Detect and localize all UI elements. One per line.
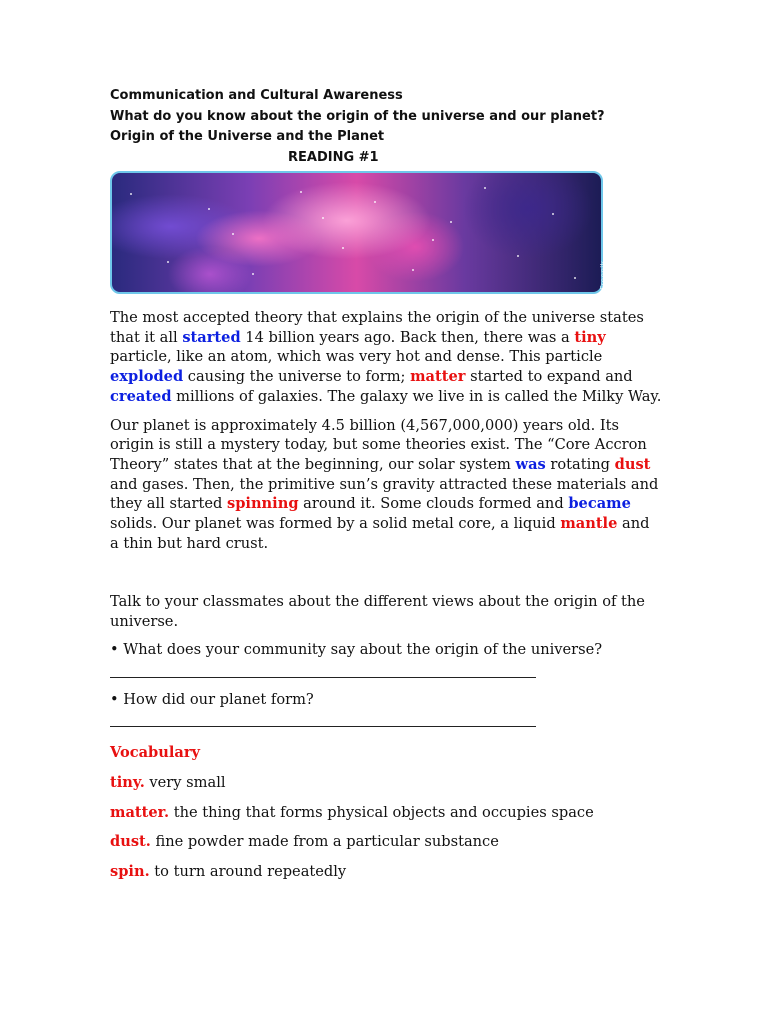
vocab-term: dust.: [110, 833, 151, 851]
vocab-item-matter: [110, 803, 662, 823]
worksheet-page: [110, 86, 662, 882]
highlight-verb: exploded: [110, 368, 184, 386]
reading-number: READING #1: [288, 149, 379, 165]
vocab-definition: very small: [144, 773, 226, 791]
galaxy-banner-image: [110, 171, 608, 294]
reading-paragraph-2: Our planet is approximately 4.5 billion (4,567,000,000) years old. Its origin is still a mystery today, but some theories exist. The “Core Accron Theory” states that at the beginning, our solar system was rotating dust and gases. Then, the primitive sun’s gravity attracted these materials and they all started spinning around it. Some clouds formed and became solids. Our planet was formed by a solid metal core, a liquid mantle and a thin but hard crust.: [110, 416, 659, 552]
vocab-item-spin: [110, 862, 662, 882]
vocab-term: spin.: [110, 863, 150, 881]
highlight-vocab: tiny: [574, 328, 606, 346]
highlight-vocab: mantle: [560, 515, 618, 533]
guiding-question: What do you know about the origin of the universe and our planet?: [110, 108, 605, 124]
reading-title: Origin of the Universe and the Planet: [110, 129, 385, 144]
vocab-definition: fine powder made from a particular substance: [150, 833, 499, 851]
vocab-item-tiny: [110, 773, 662, 793]
vocab-item-dust: [110, 832, 662, 852]
reading-paragraph-1: The most accepted theory that explains the origin of the universe states that it all started 14 billion years ago. Back then, there was a tiny particle, like an atom, which was very hot and dense. This particle exploded causing the universe to form; matter started to expand and created millions of galaxies. The galaxy we live in is called the Milky Way.: [110, 309, 662, 405]
image-watermark: Freepik: [599, 261, 608, 290]
question-community: • What does your community say about the origin of the universe?: [110, 640, 603, 658]
highlight-verb: created: [110, 387, 172, 405]
vocab-definition: the thing that forms physical objects and occupies space: [169, 803, 594, 821]
vocabulary-heading: Vocabulary: [110, 744, 201, 762]
highlight-vocab: matter: [410, 368, 466, 386]
highlight-verb: became: [568, 495, 631, 513]
discussion-prompt: Talk to your classmates about the different views about the origin of the universe.: [110, 593, 645, 631]
course-title: Communication and Cultural Awareness: [110, 88, 403, 103]
question-planet: • How did our planet form?: [110, 690, 314, 708]
highlight-vocab: spinning: [226, 495, 299, 513]
highlight-verb: was: [515, 455, 546, 473]
vocab-definition: to turn around repeatedly: [149, 863, 347, 881]
vocab-term: tiny.: [110, 773, 145, 791]
vocab-term: matter.: [110, 803, 170, 821]
highlight-verb: started: [182, 328, 241, 346]
answer-line-1[interactable]: [110, 677, 536, 678]
answer-line-2[interactable]: [110, 726, 536, 727]
highlight-vocab: dust: [614, 455, 651, 473]
